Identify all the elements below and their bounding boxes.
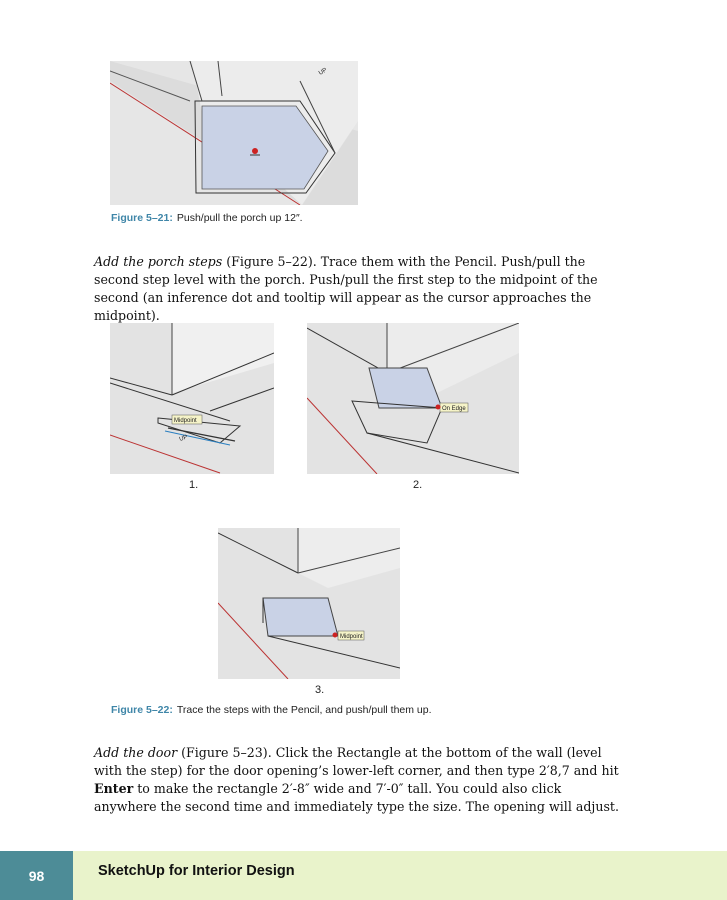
figure-5-21-image — [110, 61, 358, 205]
paragraph-lead-in: Add the door — [94, 745, 178, 760]
figure-5-22-panel-2 — [307, 323, 519, 474]
caption-text: Trace the steps with the Pencil, and push/pull them up. — [176, 704, 432, 716]
figure-label: Figure 5–21: — [111, 212, 173, 224]
figure-5-21-caption — [111, 212, 303, 224]
paragraph-lead-in: Add the porch steps — [94, 254, 223, 269]
book-title: SketchUp for Interior Design — [98, 863, 295, 879]
figure-5-22-panel-3 — [218, 528, 400, 679]
floor-up-label: UP — [178, 434, 189, 443]
paragraph-porch-steps — [94, 253, 624, 325]
panel-3-tooltip: Midpoint — [340, 634, 363, 640]
figure-5-22-panel-1 — [110, 323, 274, 474]
panel-3-number: 3. — [315, 684, 325, 696]
paragraph-body: (Figure 5–22). Trace them with the Pencil. Push/pull the second step level with the porch. Push/pull the first step to the midpoint of the second (an inference dot and tooltip will appear as the cursor approaches the midpoint). — [94, 254, 598, 323]
paragraph-body-cont: to make the rectangle 2′-8″ wide and 7′-0″ tall. You could also click anywhere the second time and immediately type the size. The opening will adjust. — [94, 781, 619, 814]
page-footer — [0, 851, 727, 900]
panel-2-tooltip: On Edge — [442, 406, 466, 412]
panel-1-number: 1. — [189, 479, 199, 491]
enter-key: Enter — [94, 781, 134, 796]
figure-5-22-caption — [111, 704, 432, 716]
panel-1-tooltip: Midpoint — [174, 418, 197, 424]
caption-text: Push/pull the porch up 12″. — [176, 212, 303, 224]
panel-2-number: 2. — [413, 479, 423, 491]
paragraph-body: (Figure 5–23). Click the Rectangle at the bottom of the wall (level with the step) for the door opening’s lower-left corner, and then type 2′8,7 and hit — [94, 745, 619, 778]
svg-text:UP: UP — [318, 67, 329, 77]
paragraph-add-door — [94, 744, 624, 816]
figure-label: Figure 5–22: — [111, 704, 173, 716]
page-number: 98 — [0, 851, 73, 900]
